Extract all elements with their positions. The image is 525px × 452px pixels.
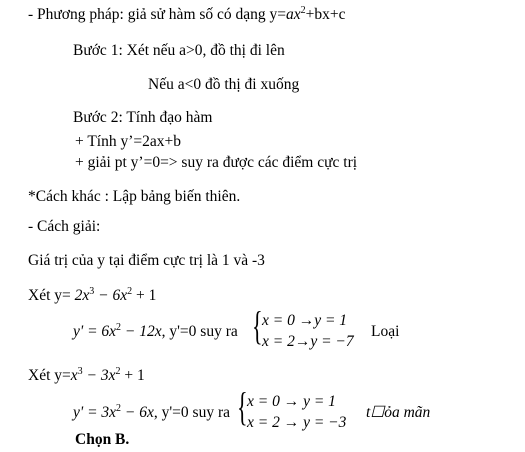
case2-deriv-text: , y'=0 suy ra bbox=[153, 404, 230, 421]
step2-solve: + giải pt y’=0=> suy ra được các điểm cực trị bbox=[75, 154, 358, 171]
case2-brace: { bbox=[237, 384, 248, 429]
method-line bbox=[28, 6, 346, 24]
case2-term1: x bbox=[70, 367, 78, 384]
case2-verdict: t☐ỏa mãn bbox=[366, 404, 431, 421]
step2-title: Bước 2: Tính đạo hàm bbox=[73, 109, 213, 126]
case2-deriv-term1: y' = 3x bbox=[73, 404, 117, 421]
case1-system-line2: x = 2→y = −7 bbox=[262, 333, 354, 350]
case2-exp1: 3 bbox=[77, 366, 83, 377]
given-text: Giá trị của y tại điểm cực trị là 1 và -3 bbox=[28, 252, 265, 269]
step1-line2: Nếu a<0 đồ thị đi xuống bbox=[148, 76, 300, 93]
method-prefix: - Phương pháp: giả sử hàm số có dạng y= bbox=[28, 6, 287, 23]
case1-brace: { bbox=[252, 303, 263, 348]
solution-title: - Cách giải: bbox=[28, 218, 101, 235]
case2-derivative bbox=[73, 404, 230, 422]
step1-line1: Bước 1: Xét nếu a>0, đồ thị đi lên bbox=[73, 42, 285, 59]
method-tail: +bx+c bbox=[305, 6, 346, 23]
case1-tail: + 1 bbox=[132, 287, 157, 304]
case1-term1: 2x bbox=[74, 287, 90, 304]
case2-system-line2: x = 2 → y = −3 bbox=[247, 414, 347, 431]
case2-tail: + 1 bbox=[120, 367, 145, 384]
method-ax: ax bbox=[286, 6, 301, 23]
case2-exp2: 2 bbox=[115, 366, 121, 377]
case1-deriv-text: , y'=0 suy ra bbox=[161, 323, 238, 340]
case1-deriv-exp: 2 bbox=[116, 322, 122, 333]
case2-deriv-exp: 2 bbox=[116, 403, 122, 414]
step2-derivative: + Tính y’=2ax+b bbox=[75, 133, 182, 150]
case1-verdict: Loại bbox=[371, 323, 400, 340]
case2-term2: − 3x bbox=[82, 367, 116, 384]
case1-function bbox=[28, 287, 156, 305]
case1-deriv-term2: − 12x bbox=[121, 323, 162, 340]
case2-system-line1: x = 0 → y = 1 bbox=[247, 393, 336, 410]
case1-prefix: Xét y= bbox=[28, 287, 75, 304]
answer: Chọn B. bbox=[75, 431, 130, 448]
case2-function bbox=[28, 367, 145, 385]
case2-deriv-term2: − 6x bbox=[121, 404, 154, 421]
case1-exp1: 3 bbox=[89, 286, 95, 297]
case2-prefix: Xét y= bbox=[28, 367, 71, 384]
case1-deriv-term1: y' = 6x bbox=[73, 323, 117, 340]
method-exp: 2 bbox=[300, 5, 306, 16]
case1-derivative bbox=[73, 323, 238, 341]
case1-term2: − 6x bbox=[94, 287, 128, 304]
other-method: *Cách khác : Lập bảng biến thiên. bbox=[28, 188, 241, 205]
case1-system-line1: x = 0 →y = 1 bbox=[262, 312, 348, 329]
case1-exp2: 2 bbox=[127, 286, 133, 297]
